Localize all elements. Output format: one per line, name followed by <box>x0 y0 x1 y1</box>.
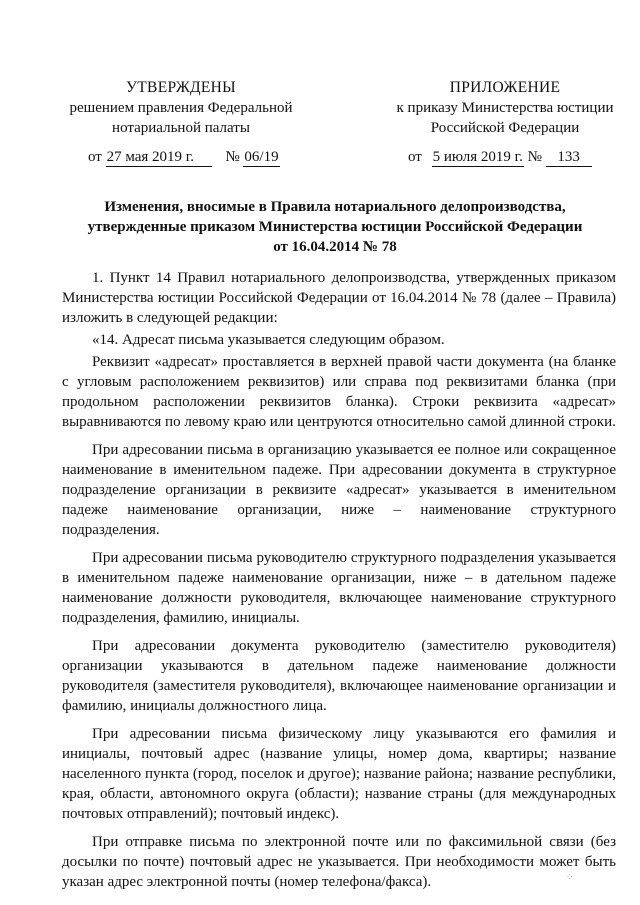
appendix-number-prefix: № <box>527 149 542 165</box>
paragraph-5: При адресовании письма руководителю структурного подразделения указывается в именительном падеже наименование организации, ниже – в дательном падеже наименование должности руководителя, включающее наименование структурного подразделения, фамилию, инициалы. <box>62 550 616 626</box>
paragraph-4: При адресовании письма в организацию указывается ее полное или сокращенное наименование в именительном падеже. При адресовании документа в структурное подразделение организации в реквизите «адресат» указывается в именительном падеже наименование организации, ниже – наименование структурного подразделения. <box>62 442 616 538</box>
document-body <box>62 268 616 900</box>
scan-mark: ⁘ <box>566 872 574 882</box>
appendix-date: 5 июля 2019 г. <box>432 149 523 165</box>
appendix-date-prefix: от <box>408 149 422 165</box>
approval-date-prefix: от <box>88 149 102 165</box>
approval-block <box>52 78 310 138</box>
approval-number-prefix: № <box>225 149 240 165</box>
title-line-2: утвержденные приказом Министерства юстиции Российской Федерации <box>87 219 583 235</box>
approval-date-line <box>88 147 280 167</box>
appendix-caption: ПРИЛОЖЕНИЕ <box>449 79 561 96</box>
paragraph-1: 1. Пункт 14 Правил нотариального делопроизводства, утвержденных приказом Министерства юстиции Российской Федерации от 16.04.2014 № 78 (далее – Правила) изложить в следующей редакции: <box>62 270 616 326</box>
paragraph-3: Реквизит «адресат» проставляется в верхней правой части документа (на бланке с угловым расположением реквизитов) или справа под реквизитами бланка (при продольном расположении реквизитов бланка). Строки реквизита «адресат» выравниваются по левому краю или центруются относительно самой длинной строки. <box>62 354 616 430</box>
document-title <box>60 197 610 257</box>
appendix-line-1: к приказу Министерства юстиции <box>396 100 614 116</box>
appendix-line-2: Российской Федерации <box>430 120 580 136</box>
approval-caption: УТВЕРЖДЕНЫ <box>126 79 236 96</box>
title-line-1: Изменения, вносимые в Правила нотариального делопроизводства, <box>104 199 566 215</box>
paragraph-6: При адресовании документа руководителю (заместителю руководителя) организации указываются в дательном падеже наименование должности руководителя (заместителя руководителя), включающее наименование организации и фамилию, инициалы должностного лица. <box>62 638 616 714</box>
approval-line-2: нотариальной палаты <box>112 120 250 136</box>
appendix-number: 133 <box>546 149 592 167</box>
title-line-3: от 16.04.2014 № 78 <box>273 239 397 255</box>
paragraph-7: При адресовании письма физическому лицу указываются его фамилия и инициалы, почтовый адрес (название улицы, номер дома, квартиры; название населенного пункта (город, поселок и другое); название района; название республики, края, области, автономного округа (области); название страны (для международных почтовых отправлений); почтовый индекс). <box>62 726 616 822</box>
paragraph-8: При отправке письма по электронной почте или по факсимильной связи (без досылки по почте) почтовый адрес не указывается. При необходимости может быть указан адрес электронной почты (номер телефона/факса). <box>62 834 616 890</box>
approval-number: 06/19 <box>244 149 279 165</box>
approval-line-1: решением правления Федеральной <box>69 100 293 116</box>
appendix-date-line <box>408 147 592 167</box>
paragraph-2: «14. Адресат письма указывается следующим образом. <box>92 332 445 348</box>
appendix-block <box>380 78 630 138</box>
approval-date: 27 мая 2019 г. <box>106 149 212 167</box>
